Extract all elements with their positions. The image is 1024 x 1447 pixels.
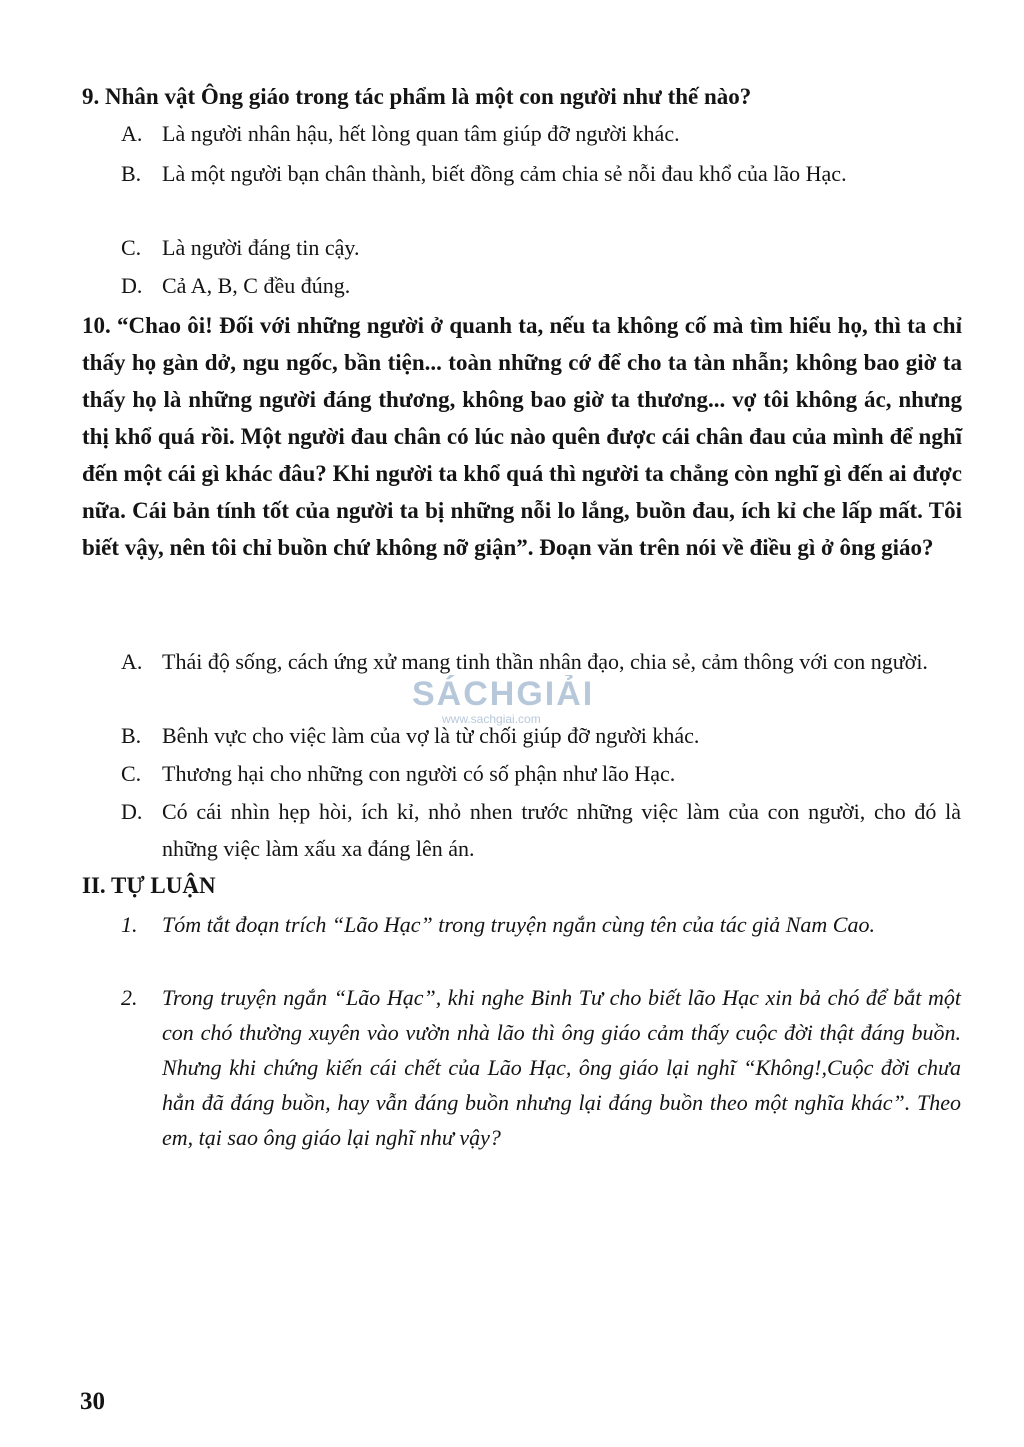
q9-option-c [121,229,961,266]
q10-option-d [121,793,961,867]
option-text: Thương hại cho những con người có số phận như lão Hạc. [162,761,676,786]
option-text: Bênh vực cho việc làm của vợ là từ chối giúp đỡ người khác. [162,723,700,748]
option-text: Là người nhân hậu, hết lòng quan tâm giúp đỡ người khác. [162,121,680,146]
essay-text: Tóm tắt đoạn trích “Lão Hạc” trong truyện ngắn cùng tên của tác giả Nam Cao. [162,912,875,937]
watermark-url: www.sachgiai.com [442,712,541,726]
option-text: Có cái nhìn hẹp hòi, ích kỉ, nhỏ nhen trước những việc làm của con người, cho đó là những việc làm xấu xa đáng lên án. [162,799,961,861]
page-number: 30 [80,1388,105,1415]
q9-option-a [121,115,961,152]
essay-question-2 [121,980,961,1155]
option-letter: D. [121,273,143,298]
q9-option-d [121,267,961,304]
essay-question-1 [121,907,961,942]
essay-text: Trong truyện ngắn “Lão Hạc”, khi nghe Binh Tư cho biết lão Hạc xin bả chó để bắt một con chó thường xuyên vào vườn nhà lão thì ông giáo cảm thấy cuộc đời thật đáng buồn. Nhưng khi chứng kiến cái chết của Lão Hạc, ông giáo lại nghĩ “Không!,Cuộc đời chưa hẳn đã đáng buồn, hay vẫn đáng buồn nhưng lại đáng buồn theo một nghĩa khác”. Theo em, tại sao ông giáo lại nghĩ như vậy? [162,985,961,1150]
q10-option-b [121,717,961,754]
option-text: Là một người bạn chân thành, biết đồng cảm chia sẻ nỗi đau khổ của lão Hạc. [162,161,847,186]
question-10: 10. “Chao ôi! Đối với những người ở quanh ta, nếu ta không cố mà tìm hiểu họ, thì ta chỉ thấy họ gàn dở, ngu ngốc, bần tiện... toàn những cớ để cho ta tàn nhẫn; không bao giờ ta thấy họ là những người đáng thương, không bao giờ ta thương... vợ tôi không ác, nhưng thị khổ quá rồi. Một người đau chân có lúc nào quên được cái chân đau của mình để nghĩ đến một cái gì khác đâu? Khi người ta khổ quá thì người ta chẳng còn nghĩ gì đến ai được nữa. Cái bản tính tốt của người ta bị những nỗi lo lắng, buồn đau, ích kỉ che lấp mất. Tôi biết vậy, nên tôi chỉ buồn chứ không nỡ giận”. Đoạn văn trên nói về điều gì ở ông giáo? [82,313,962,560]
option-letter: B. [121,723,142,748]
option-letter: C. [121,761,142,786]
option-text: Là người đáng tin cậy. [162,235,360,260]
q10-option-a [121,643,961,680]
section-title: II. TỰ LUẬN [82,873,216,898]
watermark-logo-text: SÁCHGIẢI [412,675,595,713]
option-letter: C. [121,235,142,260]
option-text: Cả A, B, C đều đúng. [162,273,351,298]
option-letter: A. [121,649,143,674]
option-letter: A. [121,121,143,146]
essay-number: 2. [121,985,138,1010]
option-text: Thái độ sống, cách ứng xử mang tinh thần nhân đạo, chia sẻ, cảm thông với con người. [162,649,928,674]
question-9: 9. Nhân vật Ông giáo trong tác phẩm là một con người như thế nào? [82,84,752,109]
q9-option-b [121,155,961,192]
option-letter: D. [121,799,143,824]
essay-number: 1. [121,912,138,937]
option-letter: B. [121,161,142,186]
q10-option-c [121,755,961,792]
